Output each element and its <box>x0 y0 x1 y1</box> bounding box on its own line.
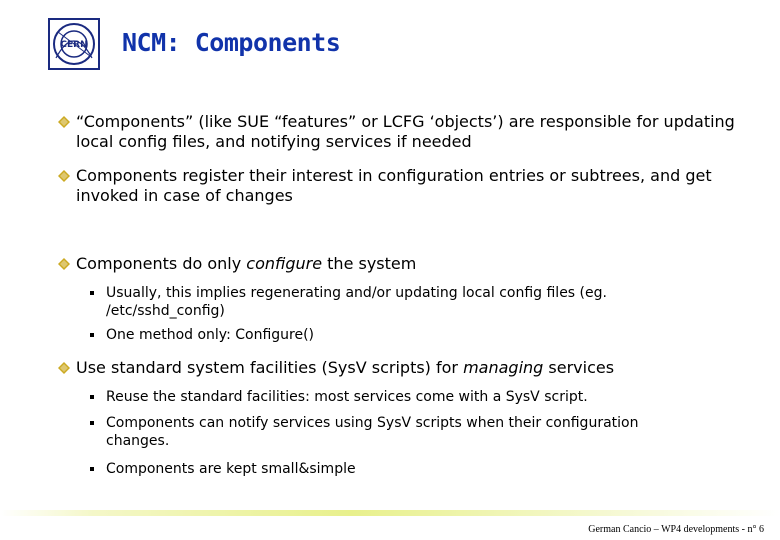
bullet-3-emphasis: configure <box>246 254 323 273</box>
logo-text: CERN <box>60 40 88 50</box>
bullet-4-text-before: Use standard system facilities (SysV scripts) for <box>76 358 464 377</box>
square-bullet-icon <box>90 395 94 399</box>
diamond-bullet-icon <box>58 116 70 128</box>
bullet-3-text-before: Components do only <box>76 254 247 273</box>
bullet-3-text-after: the system <box>322 254 417 273</box>
cern-logo <box>48 18 100 70</box>
slide-title: NCM: Components <box>122 28 341 57</box>
sub-bullet-4-3-text: Components are kept small&simple <box>106 461 356 477</box>
square-bullet-icon <box>90 467 94 471</box>
diamond-bullet-icon <box>58 170 70 182</box>
square-bullet-icon <box>90 291 94 295</box>
footer-bar <box>0 510 780 516</box>
bullet-2-text: Components register their interest in configuration entries or subtrees, and get invoked in case of changes <box>76 166 712 205</box>
bullet-4-text <box>76 358 614 378</box>
square-bullet-icon <box>90 333 94 337</box>
sub-bullet-3-1-text: Usually, this implies regenerating and/or updating local config files (eg. /etc/sshd_config) <box>106 285 607 319</box>
sub-bullet-4-2-text: Components can notify services using SysV scripts when their configuration changes. <box>106 415 639 449</box>
footer-text: German Cancio – WP4 developments - n° 6 <box>588 524 764 535</box>
bullet-1-text: “Components” (like SUE “features” or LCFG ‘objects’) are responsible for updating local config files, and notifying services if needed <box>76 112 735 151</box>
sub-bullet-4-1-text: Reuse the standard facilities: most services come with a SysV script. <box>106 389 588 405</box>
square-bullet-icon <box>90 421 94 425</box>
bullet-4-emphasis: managing <box>463 358 544 377</box>
sub-bullet-3-2-text: One method only: Configure() <box>106 327 315 343</box>
diamond-bullet-icon <box>58 258 70 270</box>
bullet-4-text-after: services <box>543 358 615 377</box>
diamond-bullet-icon <box>58 362 70 374</box>
bullet-3-text <box>76 254 416 274</box>
